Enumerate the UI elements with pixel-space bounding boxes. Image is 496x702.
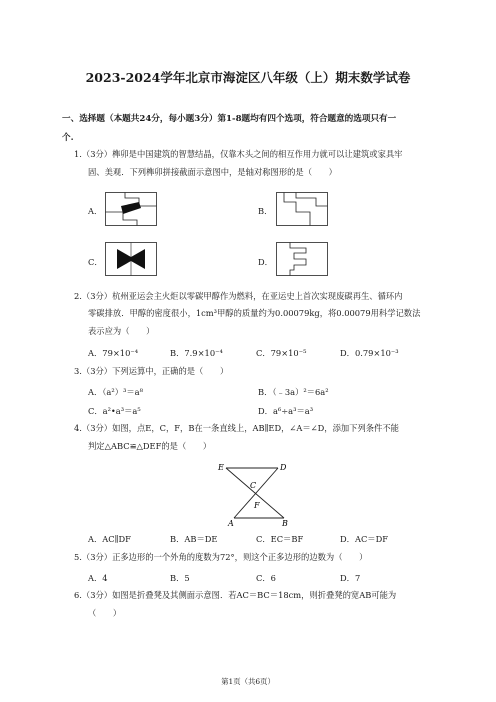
q1-option-b: B． — [258, 206, 273, 216]
q6-line2: （ ） — [88, 608, 122, 618]
q1-option-a: A． — [88, 206, 103, 216]
q1-figure-d — [276, 242, 328, 276]
q5-option-c: C．6 — [256, 573, 276, 583]
q1-line1: 1.（3分）榫卯是中国建筑的智慧结晶，仅靠木头之间的相互作用力就可以让建筑或家具牢 — [74, 149, 403, 159]
q4-option-b: B．AB＝DE — [170, 534, 218, 544]
q2-option-b: B．7.9×10⁻⁴ — [170, 348, 223, 358]
q2-line3: 表示应为（ ） — [88, 326, 155, 336]
page-footer: 第1页（共6页） — [221, 677, 275, 686]
q4-geometry-figure — [212, 460, 298, 530]
q4-line2: 判定△ABC≌△DEF的是（ ） — [88, 441, 212, 451]
q5-line1: 5.（3分）正多边形的一个外角的度数为72°，则这个正多边形的边数为（ ） — [74, 552, 368, 562]
q4-option-a: A．AC∥DF — [88, 534, 131, 544]
q4-label-e: E — [218, 463, 224, 472]
q6-line1: 6.（3分）如图是折叠凳及其侧面示意图．若AC＝BC＝18cm，则折叠凳的宽AB可能为 — [74, 590, 397, 600]
q4-option-d: D．AC＝DF — [340, 534, 388, 544]
q5-option-b: B．5 — [170, 573, 190, 583]
q4-label-d: D — [280, 463, 287, 472]
section-heading: 一、选择题（本题共24分，每小题3分）第1-8题均有四个选项，符合题意的选项只有一 — [62, 114, 397, 124]
q4-option-c: C．EC＝BF — [256, 534, 304, 544]
q3-option-d: D．a⁶÷a³＝a³ — [258, 406, 314, 416]
q2-line1: 2.（3分）杭州亚运会主火炬以零碳甲醇作为燃料，在亚运史上首次实现废碳再生、循环内 — [74, 291, 403, 301]
q1-figure-a — [105, 192, 157, 226]
q2-option-a: A．79×10⁻⁴ — [88, 348, 139, 358]
q4-label-a: A — [228, 519, 234, 528]
q3-line1: 3.（3分）下列运算中，正确的是（ ） — [74, 366, 229, 376]
q1-figure-b — [276, 192, 328, 226]
q3-option-b: B．（﹣3a）²＝6a² — [258, 387, 329, 397]
q1-line2: 固、美观．下列榫卯拼接截面示意图中，是轴对称图形的是（ ） — [88, 167, 337, 177]
q4-label-b: B — [282, 519, 288, 528]
q4-label-f: F — [254, 501, 260, 510]
q5-option-a: A．4 — [88, 573, 108, 583]
section-heading-cont: 个. — [62, 133, 74, 143]
q1-option-c: C． — [88, 257, 103, 267]
q3-option-a: A．（a²）³＝a⁸ — [88, 387, 143, 397]
q1-figure-c — [105, 242, 157, 276]
q2-line2: 零碳排放．甲醇的密度很小，1cm³甲醇的质量约为0.00079kg，将0.00079用科学记数法 — [88, 308, 421, 318]
q1-option-d: D． — [258, 257, 273, 267]
q4-line1: 4.（3分）如图，点E，C，F，B在一条直线上，AB∥ED，∠A＝∠D，添加下列条件不能 — [74, 423, 399, 433]
page-title: 2023-2024学年北京市海淀区八年级（上）期末数学试卷 — [85, 70, 411, 85]
q2-option-d: D．0.79×10⁻³ — [340, 348, 399, 358]
q3-option-c: C．a²•a³＝a⁵ — [88, 406, 141, 416]
q2-option-c: C．79×10⁻⁵ — [256, 348, 307, 358]
q4-label-c: C — [250, 481, 257, 490]
q5-option-d: D．7 — [340, 573, 361, 583]
